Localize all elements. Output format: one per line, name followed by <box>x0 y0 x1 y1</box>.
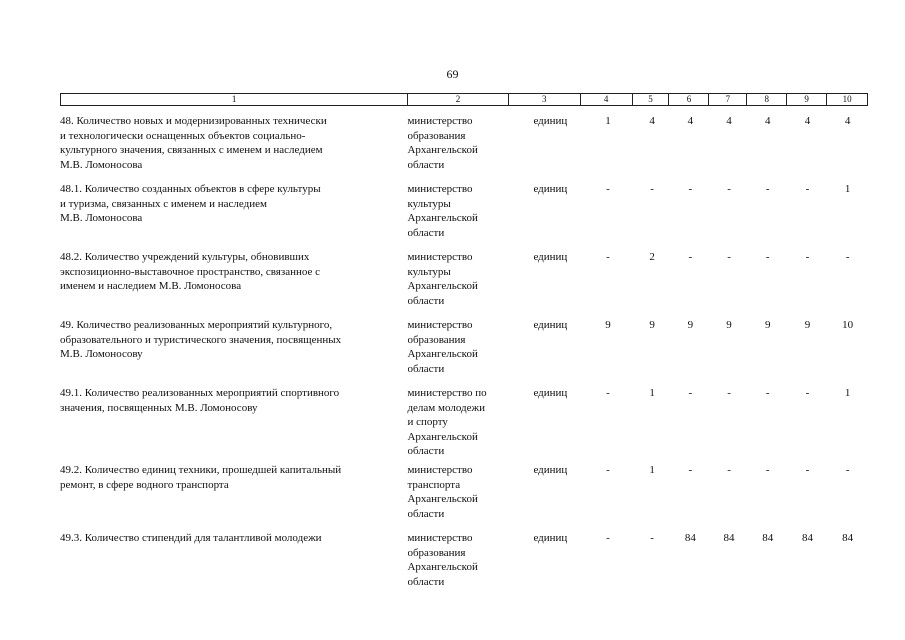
value-col-5: 2 <box>649 251 655 263</box>
value-col-4: - <box>606 464 610 476</box>
value-col-8: 4 <box>765 115 771 127</box>
value-col-7: 84 <box>723 532 735 544</box>
value-col-8: - <box>765 183 770 195</box>
value-col-5: - <box>650 532 654 544</box>
indicator-name: 48.2. Количество учреждений культуры, обновивших экспозиционно-выставочное пространство, связанное с именем и наследием М.В. Ломоносова <box>60 251 321 293</box>
header-cell-5: 5 <box>632 94 669 105</box>
indicator-name: 48.1. Количество созданных объектов в сфере культуры и туризма, связанных с именем и наследием М.В. Ломоносова <box>60 183 321 225</box>
value-col-7: 9 <box>726 319 732 331</box>
value-col-10: 10 <box>842 319 854 331</box>
unit: единиц <box>533 115 568 127</box>
value-col-10: 84 <box>842 532 854 544</box>
value-col-4: - <box>606 387 610 399</box>
ministry: министерство образования Архангельской области <box>407 532 478 588</box>
header-cell-9: 9 <box>786 94 826 105</box>
indicator-name: 49.3. Количество стипендий для талантливой молодежи <box>60 532 322 544</box>
value-col-6: 9 <box>687 319 694 331</box>
value-col-5: 1 <box>649 464 655 476</box>
indicator-name: 49. Количество реализованных мероприятий культурного, образовательного и туристического значения, посвященных М.В. Ломоносову <box>60 319 342 361</box>
ministry: министерство образования Архангельской области <box>407 115 478 171</box>
unit: единиц <box>533 532 568 544</box>
header-cell-7: 7 <box>708 94 746 105</box>
ministry: министерство культуры Архангельской области <box>407 183 478 239</box>
value-col-5: 1 <box>649 387 655 399</box>
value-col-4: - <box>606 183 610 195</box>
header-cell-6: 6 <box>668 94 708 105</box>
value-col-9: 9 <box>804 319 811 331</box>
value-col-9: - <box>805 183 810 195</box>
value-col-8: 9 <box>765 319 771 331</box>
header-cell-3: 3 <box>508 94 580 105</box>
value-col-6: 4 <box>687 115 694 127</box>
value-col-9: - <box>805 464 810 476</box>
header-cell-8: 8 <box>746 94 786 105</box>
ministry: министерство культуры Архангельской области <box>407 251 478 307</box>
page-number: 69 <box>446 67 459 81</box>
value-col-5: 4 <box>649 115 655 127</box>
table-body <box>60 114 868 591</box>
unit: единиц <box>533 183 568 195</box>
table-row <box>60 531 868 591</box>
unit: единиц <box>533 319 568 331</box>
value-col-4: - <box>606 251 610 263</box>
value-col-10: - <box>845 464 850 476</box>
table-row <box>60 114 868 182</box>
value-col-5: - <box>650 183 654 195</box>
header-cell-10: 10 <box>826 94 867 105</box>
indicator-name: 49.2. Количество единиц техники, прошедшей капитальный ремонт, в сфере водного транспорта <box>60 464 342 491</box>
table-row <box>60 463 868 531</box>
header-cell-2: 2 <box>407 94 508 105</box>
value-col-7: - <box>727 387 731 399</box>
value-col-6: 84 <box>684 532 696 544</box>
unit: единиц <box>533 251 568 263</box>
value-col-6: - <box>688 464 693 476</box>
value-col-9: - <box>805 387 810 399</box>
value-col-7: 4 <box>726 115 732 127</box>
value-col-5: 9 <box>649 319 655 331</box>
value-col-10: 1 <box>844 183 851 195</box>
unit: единиц <box>533 387 568 399</box>
value-col-4: 1 <box>605 115 611 127</box>
value-col-7: - <box>727 251 731 263</box>
value-col-4: - <box>606 532 610 544</box>
value-col-10: 1 <box>844 387 851 399</box>
table-header <box>60 93 868 106</box>
indicator-name: 48. Количество новых и модернизированных технически и технологически оснащенных объектов социально- культурного значения, связанных с именем и наследием М.В. Ломоносова <box>60 115 327 171</box>
value-col-9: 84 <box>801 532 813 544</box>
header-cell-4: 4 <box>580 94 632 105</box>
value-col-8: 84 <box>762 532 774 544</box>
header-cell-1: 1 <box>231 94 237 104</box>
ministry: министерство транспорта Архангельской области <box>407 464 478 520</box>
table-row <box>60 386 868 463</box>
unit: единиц <box>533 464 568 476</box>
table-row <box>60 250 868 318</box>
value-col-6: - <box>688 387 693 399</box>
value-col-6: - <box>688 183 693 195</box>
value-col-4: 9 <box>605 319 611 331</box>
table-row <box>60 318 868 386</box>
value-col-7: - <box>727 183 731 195</box>
value-col-10: - <box>845 251 850 263</box>
value-col-7: - <box>727 464 731 476</box>
value-col-8: - <box>765 387 770 399</box>
value-col-9: - <box>805 251 810 263</box>
indicator-name: 49.1. Количество реализованных мероприятий спортивного значения, посвященных М.В. Ломоносову <box>60 387 340 414</box>
value-col-8: - <box>765 251 770 263</box>
ministry: министерство по делам молодежи и спорту Архангельской области <box>407 387 487 458</box>
ministry: министерство образования Архангельской области <box>407 319 478 375</box>
value-col-10: 4 <box>844 115 851 127</box>
value-col-8: - <box>765 464 770 476</box>
table-row <box>60 182 868 250</box>
value-col-6: - <box>688 251 693 263</box>
value-col-9: 4 <box>804 115 811 127</box>
